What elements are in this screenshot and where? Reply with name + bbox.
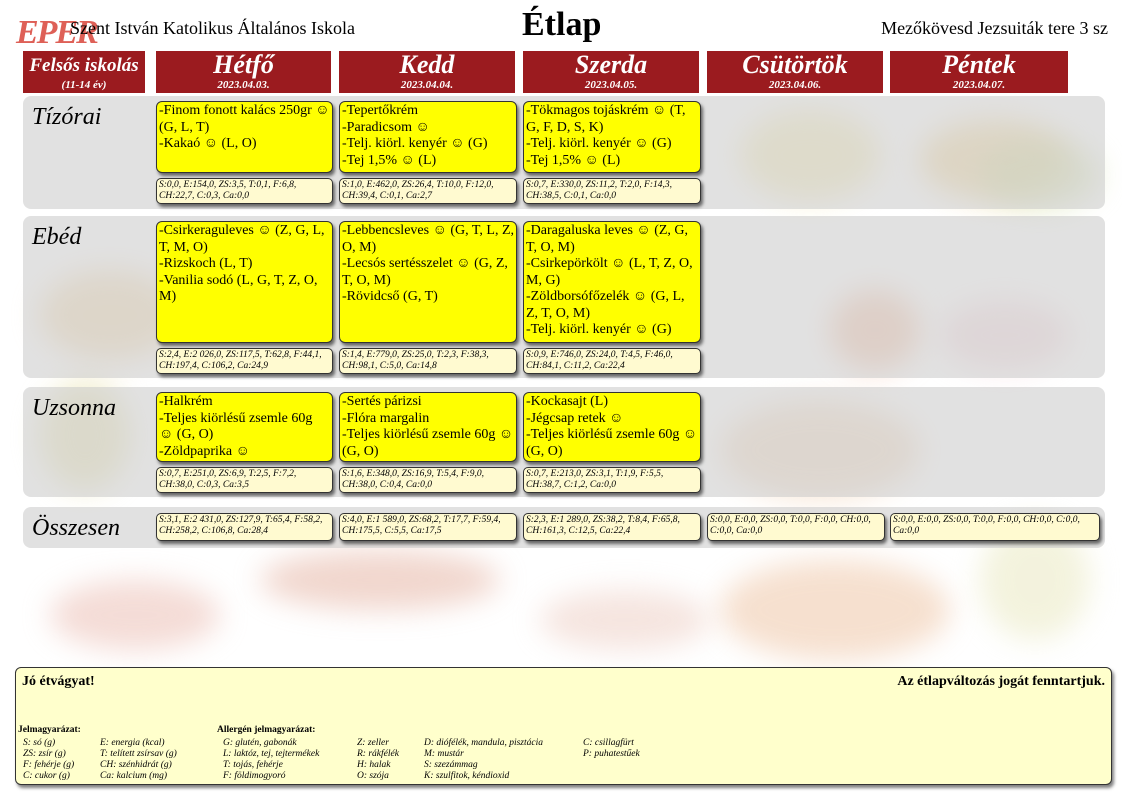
school-logo	[14, 10, 97, 51]
day-name: Péntek	[942, 50, 1016, 79]
age-group-range: (11-14 év)	[61, 79, 107, 91]
disclaimer-text: Az étlapváltozás jogát fenntartjuk.	[897, 674, 1105, 689]
day-date: 2023.04.04.	[400, 79, 454, 91]
totals-card-wednesday: S:2,3, E:1 289,0, ZS:38,2, T:8,4, F:65,8, CH:161,3, C:12,5, Ca:22,4	[523, 513, 701, 541]
menu-card-monday-ebed: -Csirkeraguleves ☺ (Z, G, L, T, M, O) -Rizskoch (L, T) -Vanilia sodó (L, G, T, Z, O, M)	[156, 221, 333, 343]
menu-card-tuesday-uzsonna: -Sertés párizsi -Flóra margalin -Teljes kiörlésű zsemle 60g ☺ (G, O)	[339, 392, 517, 462]
greeting-text: Jó étvágyat!	[22, 674, 95, 689]
legend-title: Jelmagyarázat:	[18, 725, 81, 735]
menu-card-tuesday-ebed: -Lebbencsleves ☺ (G, T, L, Z, O, M) -Lecsós sertésszelet ☺ (G, Z, T, O, M) -Rövidcső (G, T)	[339, 221, 517, 343]
nutrition-card-monday-ebed: S:2,4, E:2 026,0, ZS:117,5, T:62,8, F:44,1, CH:197,4, C:106,2, Ca:24,9	[156, 348, 333, 374]
logo-text: EPER	[16, 14, 97, 51]
totals-card-friday: S:0,0, E:0,0, ZS:0,0, T:0,0, F:0,0, CH:0,0, C:0,0, Ca:0,0	[890, 513, 1100, 541]
day-header-thursday	[707, 51, 883, 93]
nutrition-card-wednesday-ebed: S:0,9, E:746,0, ZS:24,0, T:4,5, F:46,0, CH:84,1, C:11,2, Ca:22,4	[523, 348, 701, 374]
school-name: Szent István Katolikus Általános Iskola	[70, 18, 355, 38]
allergen-column: G: glutén, gabonák L: laktóz, tej, tejtermékek T: tojás, fehérje F: földimogyoró	[223, 738, 320, 781]
day-header-tuesday	[339, 51, 515, 93]
meal-label: Tízórai	[32, 104, 102, 130]
allergen-column: C: csillagfürt P: puhatestűek	[583, 738, 640, 759]
day-header-wednesday	[523, 51, 699, 93]
day-date: 2023.04.07.	[952, 79, 1006, 91]
page-title: Étlap	[522, 6, 602, 43]
meal-label: Ebéd	[32, 224, 82, 250]
totals-card-tuesday: S:4,0, E:1 589,0, ZS:68,2, T:17,7, F:59,4, CH:175,5, C:5,5, Ca:17,5	[339, 513, 517, 541]
legend-column: E: energia (kcal) T: telített zsírsav (g) CH: szénhidrát (g) Ca: kalcium (mg)	[100, 738, 177, 781]
nutrition-card-wednesday-uzsonna: S:0,7, E:213,0, ZS:3,1, T:1,9, F:5,5, CH:38,7, C:1,2, Ca:0,0	[523, 467, 701, 493]
day-date: 2023.04.05.	[584, 79, 638, 91]
day-header-friday	[890, 51, 1068, 93]
day-header-monday	[156, 51, 331, 93]
legend-column: S: só (g) ZS: zsír (g) F: fehérje (g) C: cukor (g)	[23, 738, 75, 781]
menu-card-wednesday-tizorai: -Tökmagos tojáskrém ☺ (T, G, F, D, S, K) -Telj. kiörl. kenyér ☺ (G) -Tej 1,5% ☺ (L)	[523, 101, 701, 173]
totals-card-thursday: S:0,0, E:0,0, ZS:0,0, T:0,0, F:0,0, CH:0,0, C:0,0, Ca:0,0	[707, 513, 885, 541]
meal-label: Uzsonna	[32, 395, 117, 421]
totals-card-monday: S:3,1, E:2 431,0, ZS:127,9, T:65,4, F:58,2, CH:258,2, C:106,8, Ca:28,4	[156, 513, 333, 541]
menu-card-monday-uzsonna: -Halkrém -Teljes kiörlésű zsemle 60g ☺ (G, O) -Zöldpaprika ☺	[156, 392, 333, 462]
school-address: Mezőkövesd Jezsuiták tere 3 sz	[881, 18, 1108, 38]
totals-label: Összesen	[32, 515, 120, 541]
menu-card-wednesday-ebed: -Daragaluska leves ☺ (Z, G, T, O, M) -Csirkepörkölt ☺ (L, T, Z, O, M, G) -Zöldborsófőzelék ☺ (G, L, Z, T, O, M) -Telj. kiörl. kenyér ☺ (G)	[523, 221, 701, 343]
day-name: Szerda	[574, 50, 648, 79]
nutrition-card-tuesday-uzsonna: S:1,6, E:348,0, ZS:16,9, T:5,4, F:9,0, CH:38,0, C:0,4, Ca:0,0	[339, 467, 517, 493]
footer-panel	[15, 667, 1112, 785]
age-group-name: Felsős iskolás	[29, 55, 139, 76]
age-group-header	[23, 51, 145, 93]
allergen-column: D: diófélék, mandula, pisztácia M: mustár S: szezámmag K: szulfitok, kéndioxid	[424, 738, 543, 781]
nutrition-card-tuesday-ebed: S:1,4, E:779,0, ZS:25,0, T:2,3, F:38,3, CH:98,1, C:5,0, Ca:14,8	[339, 348, 517, 374]
allergen-legend-title: Allergén jelmagyarázat:	[217, 725, 316, 735]
day-name: Kedd	[399, 50, 455, 79]
allergen-column: Z: zeller R: rákfélék H: halak O: szója	[357, 738, 399, 781]
menu-card-wednesday-uzsonna: -Kockasajt (L) -Jégcsap retek ☺ -Teljes kiörlésű zsemle 60g ☺ (G, O)	[523, 392, 701, 462]
nutrition-card-monday-tizorai: S:0,0, E:154,0, ZS:3,5, T:0,1, F:6,8, CH:22,7, C:0,3, Ca:0,0	[156, 178, 333, 204]
nutrition-card-monday-uzsonna: S:0,7, E:251,0, ZS:6,9, T:2,5, F:7,2, CH:38,0, C:0,3, Ca:3,5	[156, 467, 333, 493]
menu-card-monday-tizorai: -Finom fonott kalács 250gr ☺ (G, L, T) -Kakaó ☺ (L, O)	[156, 101, 333, 173]
day-name: Hétfő	[213, 50, 274, 79]
day-date: 2023.04.03.	[217, 79, 270, 91]
nutrition-card-tuesday-tizorai: S:1,0, E:462,0, ZS:26,4, T:10,0, F:12,0, CH:39,4, C:0,1, Ca:2,7	[339, 178, 517, 204]
menu-card-tuesday-tizorai: -Tepertőkrém -Paradicsom ☺ -Telj. kiörl. kenyér ☺ (G) -Tej 1,5% ☺ (L)	[339, 101, 517, 173]
nutrition-card-wednesday-tizorai: S:0,7, E:330,0, ZS:11,2, T:2,0, F:14,3, CH:38,5, C:0,1, Ca:0,0	[523, 178, 701, 204]
day-name: Csütörtök	[742, 50, 848, 79]
day-date: 2023.04.06.	[768, 79, 822, 91]
